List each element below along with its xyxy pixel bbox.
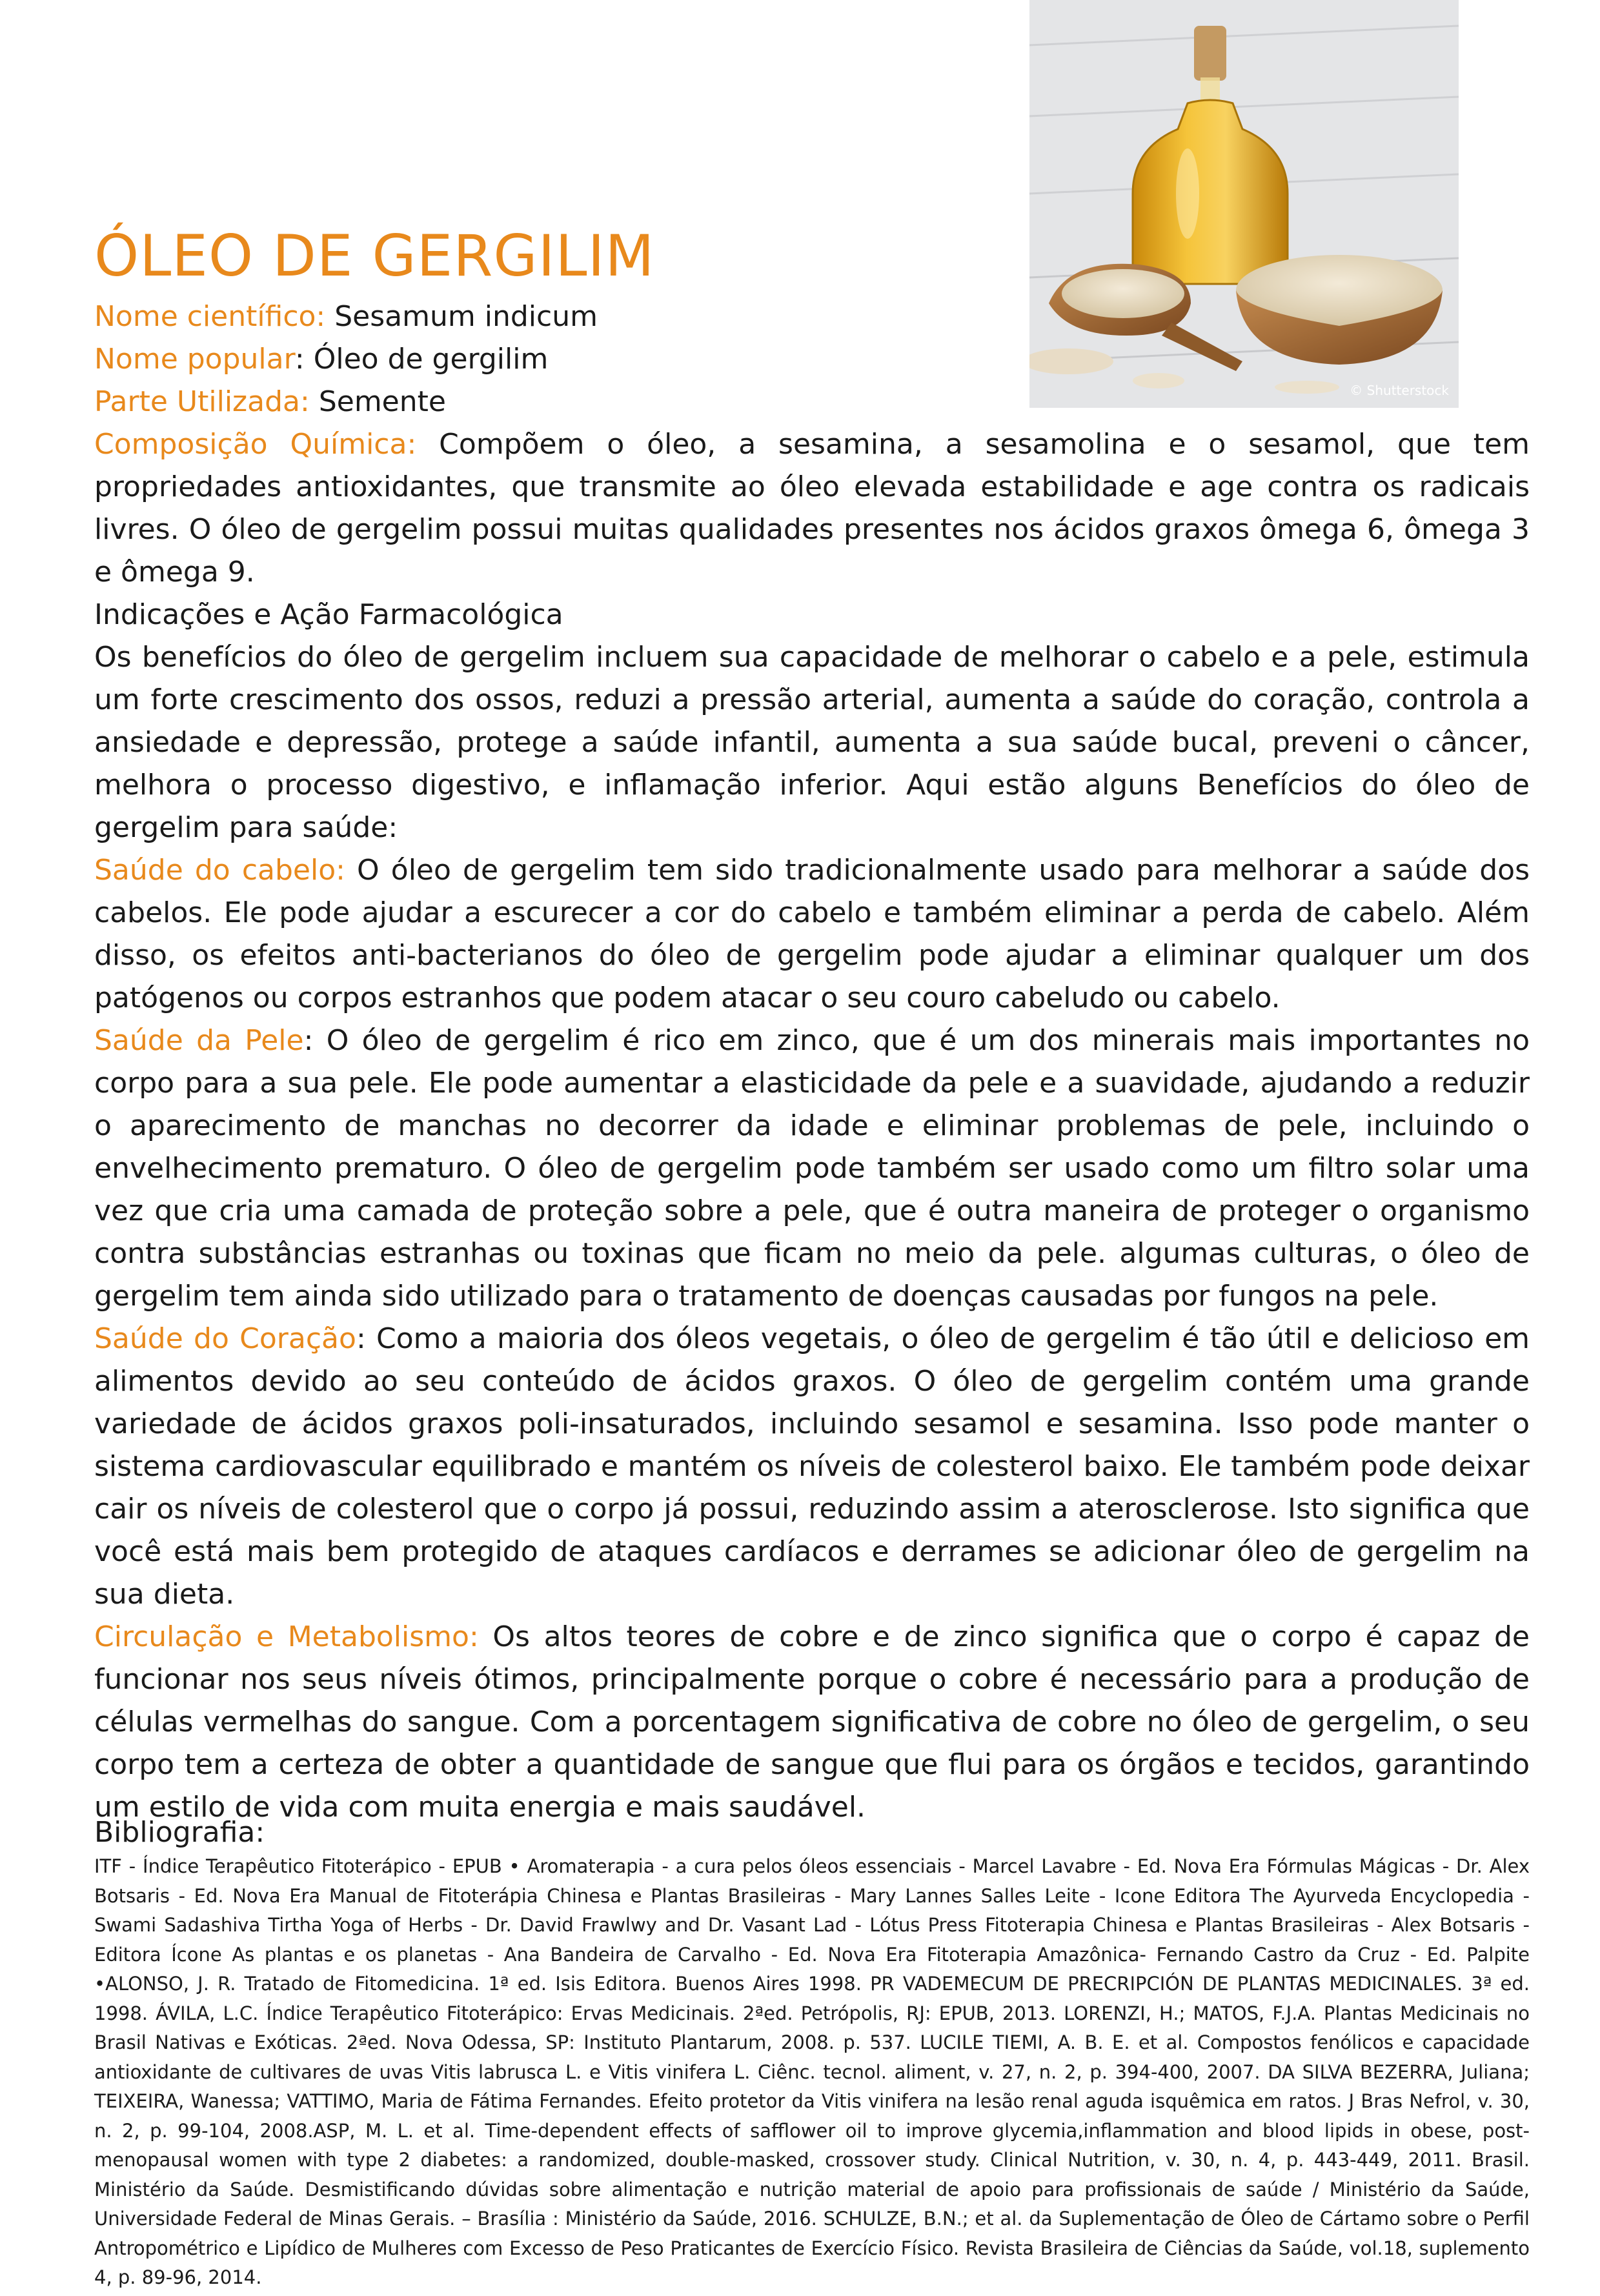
- bibliography-text: ITF - Índice Terapêutico Fitoterápico - EPUB • Aromaterapia - a cura pelos óleos essenciais - Marcel Lavabre - Ed. Nova Era Fórmulas Mágicas - Dr. Alex Botsaris - Ed. Nova Era Manual de Fitoterápia Chinesa e Plantas Brasileiras - Mary Lannes Salles Leite - Icone Editora The Ayurveda Encyclopedia - Swami Sadashiva Tirtha Yoga of Herbs - Dr. David Frawlwy and Dr. Vasant Lad - Lótus Press Fitoterapia Chinesa e Plantas Brasileiras - Alex Botsaris - Editora Ícone As plantas e os planetas - Ana Bandeira de Carvalho - Ed. Nova Era Fitoterapia Amazônica- Fernando Castro da Cruz - Ed. Palpite •ALONSO, J. R. Tratado de Fitomedicina. 1ª ed. Isis Editora. Buenos Aires 1998. PR VADEMECUM DE PRECRIPCIÓN DE PLANTAS MEDICINALES. 3ª ed. 1998. ÁVILA, L.C. Índice Terapêutico Fitoterápico: Ervas Medicinais. 2ªed. Petrópolis, RJ: EPUB, 2013. LORENZI, H.; MATOS, F.J.A. Plantas Medicinais no Brasil Nativas e Exóticas. 2ªed. Nova Odessa, SP: Instituto Plantarum, 2008. p. 537. LUCILE TIEMI, A. B. E. et al. Compostos fenólicos e capacidade antioxidante de cultivares de uvas Vitis labrusca L. e Vitis vinifera L. Ciênc. tecnol. aliment, v. 27, n. 2, p. 394-400, 2007. DA SILVA BEZERRA, Juliana; TEIXEIRA, Wanessa; VATTIMO, Maria de Fátima Fernandes. Efeito protetor da Vitis vinifera na lesão renal aguda isquêmica em ratos. J Bras Nefrol, v. 30, n. 2, p. 99-104, 2008.ASP, M. L. et al. Time-dependent effects of safflower oil to improve glycemia,inflammation and blood lipids in obese, post-menopausal women with type 2 diabetes: a randomized, double-masked, crossover study. Clinical Nutrition, v. 30, n. 4, p. 443-449, 2011. Brasil. Ministério da Saúde. Desmistificando dúvidas sobre alimentação e nutrição material de apoio para profissionais de saúde / Ministério da Saúde, Universidade Federal de Minas Gerais. – Brasília : Ministério da Saúde, 2016. SCHULZE, B.N.; et al. da Suplementação de Óleo de Cártamo sobre o Perfil Antropométrico e Lipídico de Mulheres com Excesso de Peso Praticantes de Exercício Físico. Revista Brasileira de Ciências da Saúde, vol.18, suplemento 4, p. 89-96, 2014.: [94, 1855, 1530, 2288]
- skin-health-paragraph: [94, 1020, 1530, 1318]
- skin-health-text: : O óleo de gergelim é rico em zinco, que é um dos minerais mais importantes no corpo para a sua pele. Ele pode aumentar a elasticidade da pele e a suavidade, ajudando a reduzir o aparecimento de manchas no decorrer da idade e eliminar problemas de pele, incluindo o envelhecimento prematuro. O óleo de gergelim pode também ser usado como um filtro solar uma vez que cria uma camada de proteção sobre a pele, que é outra maneira de proteger o organismo contra substâncias estranhas ou toxinas que ficam no meio da pele. algumas culturas, o óleo de gergelim tem ainda sido utilizado para o tratamento de doenças causadas por fungos na pele.: [94, 1024, 1530, 1313]
- heart-health-text: : Como a maioria dos óleos vegetais, o óleo de gergelim é tão útil e delicioso em alimentos devido ao seu conteúdo de ácidos graxos. O óleo de gergelim contém uma grande variedade de ácidos graxos poli-insaturados, incluindo sesamol e sesamina. Isso pode manter o sistema cardiovascular equilibrado e mantém os níveis de colesterol baixo. Ele também pode deixar cair os níveis de colesterol que o corpo já possui, reduzindo assim a aterosclerose. Isto significa que você está mais bem protegido de ataques cardíacos e derrames se adicionar óleo de gergelim na sua dieta.: [94, 1322, 1530, 1611]
- popular-name-row: [94, 338, 598, 381]
- sesame-oil-photo: [1029, 0, 1459, 408]
- scientific-name-label: Nome científico:: [94, 300, 326, 333]
- photo-watermark: © Shutterstock: [1350, 383, 1449, 398]
- scientific-name-value: Sesamum indicum: [325, 300, 598, 333]
- hair-health-text: O óleo de gergelim tem sido tradicionalmente usado para melhorar a saúde dos cabelos. Ele pode ajudar a escurecer a cor do cabelo e também eliminar a perda de cabelo. Além disso, os efeitos anti-bacterianos do óleo de gergelim pode ajudar a eliminar qualquer um dos patógenos ou corpos estranhos que podem atacar o seu couro cabeludo ou cabelo.: [94, 854, 1530, 1014]
- heart-health-label: Saúde do Coração: [94, 1322, 356, 1355]
- skin-health-label: Saúde da Pele: [94, 1024, 304, 1057]
- circulation-label: Circulação e Metabolismo:: [94, 1620, 479, 1653]
- popular-name-value: : Óleo de gergilim: [294, 343, 549, 376]
- hair-health-label: Saúde do cabelo:: [94, 854, 345, 887]
- scientific-name-row: [94, 296, 598, 338]
- main-body: [94, 423, 1530, 1829]
- composition-paragraph: [94, 423, 1530, 594]
- popular-name-label: Nome popular: [94, 343, 295, 376]
- bibliography-heading: Bibliografia:: [94, 1816, 265, 1849]
- composition-label: Composição Química:: [94, 428, 417, 461]
- heart-health-paragraph: [94, 1318, 1530, 1616]
- indications-paragraph: Os benefícios do óleo de gergelim incluem sua capacidade de melhorar o cabelo e a pele, estimula um forte crescimento dos ossos, reduzi a pressão arterial, aumenta a saúde do coração, controla a ansiedade e depressão, protege a saúde infantil, aumenta a sua saúde bucal, preveni o câncer, melhora o processo digestivo, e inflamação inferior. Aqui estão alguns Benefícios do óleo de gergelim para saúde:: [94, 641, 1530, 844]
- page-title: ÓLEO DE GERGILIM: [94, 223, 655, 289]
- indications-heading: Indicações e Ação Farmacológica: [94, 598, 563, 631]
- used-part-label: Parte Utilizada:: [94, 385, 310, 418]
- sesame-oil-illustration: [1029, 0, 1459, 408]
- circulation-paragraph: [94, 1616, 1530, 1829]
- plant-meta: [94, 296, 598, 423]
- used-part-value: Semente: [309, 385, 446, 418]
- composition-text: Compõem o óleo, a sesamina, a sesamolina e o sesamol, que tem propriedades antioxidantes, que transmite ao óleo elevada estabilidade e age contra os radicais livres. O óleo de gergelim possui muitas qualidades presentes nos ácidos graxos ômega 6, ômega 3 e ômega 9.: [94, 428, 1530, 589]
- hair-health-paragraph: [94, 849, 1530, 1020]
- circulation-text: Os altos teores de cobre e de zinco significa que o corpo é capaz de funcionar nos seus níveis ótimos, principalmente porque o cobre é necessário para a produção de células vermelhas do sangue. Com a porcentagem significativa de cobre no óleo de gergelim, o seu corpo tem a certeza de obter a quantidade de sangue que flui para os órgãos e tecidos, garantindo um estilo de vida com muita energia e mais saudável.: [94, 1620, 1530, 1824]
- used-part-row: [94, 381, 598, 423]
